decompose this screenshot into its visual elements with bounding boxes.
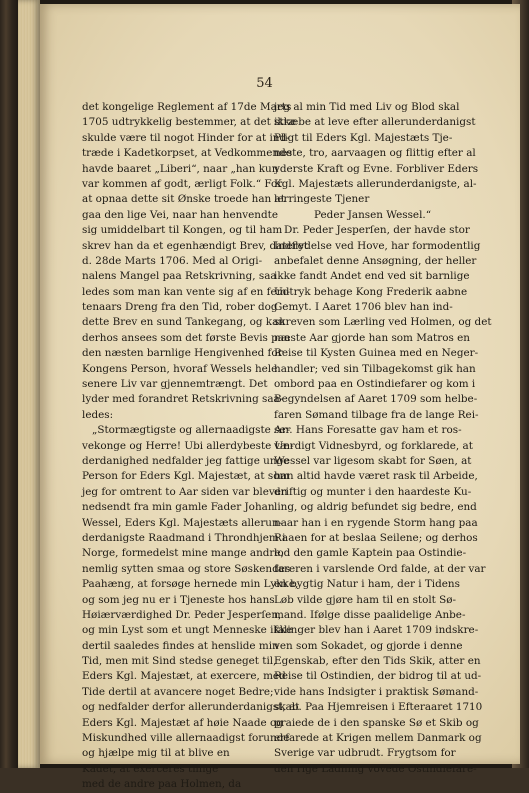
page-number: 54 (256, 76, 273, 91)
text-line: lod den gamle Kaptein paa Ostindie- (274, 547, 467, 560)
text-line: fareren i varslende Ord falde, at der var (274, 562, 486, 575)
text-line: dertil saaledes findes at henslide min (82, 639, 279, 652)
text-line: stræbe at leve efter allerunderdanigst (274, 116, 476, 129)
text-line: Kgl. Majestæts allerunderdanigste, al- (274, 177, 477, 190)
text-line: den næsten barnlige Hengivenhed for (82, 347, 283, 360)
text-line: lyder med forandret Retskrivning saa- (82, 393, 284, 406)
text-line: Norge, formedelst mine mange andre, (82, 547, 284, 560)
text-line: Løb vilde gjøre ham til en stolt Sø- (274, 593, 457, 606)
text-line: skrev han da et egenhændigt Brev, dateret (82, 239, 308, 252)
text-line: Eders Kgl. Majestæt, at exercere, med (82, 670, 286, 683)
text-line: Egenskab, efter den Tids Skik, atter en (274, 655, 481, 668)
text-line: Peder Jansen Wessel.“ (314, 208, 432, 221)
text-line: derdanigste Raadmand i Throndhjem i (82, 531, 286, 544)
text-line: skreven som Lærling ved Holmen, og det (274, 316, 492, 329)
text-line: derdanighed nedfalder jeg fattige unge (82, 454, 290, 467)
text-line: nalens Mangel paa Retskrivning, saa (82, 270, 277, 283)
text-line: og som jeg nu er i Tjeneste hos hans (82, 593, 275, 606)
text-line: Udtryk behage Kong Frederik aabne (274, 285, 468, 298)
text-line: driftig og munter i den haardeste Ku- (274, 485, 472, 498)
text-line: sig umiddelbart til Kongen, og til ham (82, 224, 283, 237)
text-line: værdigt Vidnesbyrd, og forklarede, at (274, 439, 473, 452)
text-line: Høiærværdighed Dr. Peder Jesperſen, (82, 608, 282, 621)
text-line: naar han i en rygende Storm hang paa (274, 516, 478, 529)
text-line: Kongens Person, hvoraf Wessels hele (82, 362, 278, 375)
text-line: Raaen for at beslaa Seilene; og derhos (274, 531, 478, 544)
right-text-column (274, 100, 492, 777)
text-line: Wessel, Eders Kgl. Majestæts allerun- (82, 516, 283, 529)
page-edges (18, 0, 40, 768)
text-line: anbefalet denne Ansøgning, der heller (274, 254, 477, 267)
text-line: Reise til Ostindien, der bidrog til at ud- (274, 670, 482, 683)
text-line: Eders Kgl. Majestæt af høie Naade og (82, 716, 283, 729)
text-line: tenaars Dreng fra den Tid, rober dog (82, 301, 278, 314)
text-line: var kommen af godt, ærligt Folk.“ For (82, 177, 283, 190)
text-line: derhos ansees som det første Bevis paa (82, 331, 291, 344)
text-line: en bygtig Natur i ham, der i Tidens (274, 578, 460, 591)
text-line: jeg al min Tid med Liv og Blod skal (274, 101, 460, 113)
text-line: jeg for omtrent to Aar siden var bleven (82, 485, 288, 498)
text-line: neste, tro, aarvaagen og flittig efter al (274, 147, 476, 160)
text-line: skulde være til nogot Hinder for at ind- (82, 131, 290, 144)
text-line: lerringeste Tjener (274, 193, 370, 206)
text-line: skab. Paa Hjemreisen i Efteraaret 1710 (274, 701, 483, 714)
text-line: og nedfalder derfor allerunderdanigst, at (82, 701, 300, 714)
text-line: ven som Sokadet, og gjorde i denne (274, 639, 463, 652)
text-line: Sverige var udbrudt. Frygtsom for (274, 747, 456, 760)
text-line: mand. Ifølge disse paalidelige Anbe- (274, 608, 466, 621)
text-line: at opnaa dette sit Ønske troede han at (82, 193, 285, 206)
text-line: dette Brev en sund Tankegang, og kan (82, 316, 285, 329)
text-line: Begyndelsen af Aaret 1709 som helbe- (274, 393, 478, 406)
text-line: og hjælpe mig til at blive en (82, 747, 230, 760)
text-line: d. 28de Marts 1706. Med al Origi- (82, 254, 263, 267)
text-line: falinger blev han i Aaret 1709 indskre- (274, 624, 479, 637)
left-text-column (82, 100, 308, 793)
text-line: og min Lyst som et ungt Menneske ikke (82, 624, 293, 637)
text-line: senere Liv var gjennemtrængt. Det (82, 378, 268, 391)
text-line: træde i Kadetkorpset, at Vedkommende (82, 147, 292, 160)
text-line: erfarede at Krigen mellem Danmark og (274, 732, 482, 745)
text-line: ser. Hans Foresatte gav ham et ros- (274, 424, 462, 437)
text-line: gaa den lige Vei, naar han henvendte (82, 208, 278, 221)
text-line: Gemyt. I Aaret 1706 blev han ind- (274, 301, 453, 314)
text-line: nedsendt fra min gamle Fader Johan (82, 501, 275, 514)
text-line: Tide dertil at avancere noget Bedre; (82, 685, 274, 698)
text-line: nemlig sytten smaa og store Søskendes (82, 562, 291, 575)
text-line: det kongelige Reglement af 17de Marts (82, 101, 292, 113)
text-line: faren Sømand tilbage fra de lange Rei- (274, 408, 479, 421)
text-line: ledes som man kan vente sig af en fem- (82, 285, 290, 298)
text-line: ledes: (82, 408, 114, 421)
text-line: Tid, men mit Sind stedse geneget til, (82, 655, 277, 668)
text-line: havde baaret „Liberi“, naar „han kun (82, 162, 279, 175)
text-line: ikke fandt Andet end ved sit barnlige (274, 270, 470, 283)
text-line: Pligt til Eders Kgl. Majestæts Tje- (274, 131, 453, 144)
text-line: Reise til Kysten Guinea med en Neger- (274, 347, 479, 360)
text-line: vide hans Indsigter i praktisk Sømand- (274, 685, 479, 698)
text-line: den rige Ladning vovede Ostindiefare- (274, 762, 477, 775)
text-line: Paahæng, at forsøge hernede min Lykke, (82, 578, 299, 591)
text-line: Kadet, at exerceres tillige (82, 762, 219, 775)
text-line: vekonge og Herre! Ubi allerdybeste Un- (82, 439, 294, 452)
text-line: handler; ved sin Tilbagekomst gik han (274, 362, 476, 375)
text-line: „Stormægtigste og allernaadigste Ar- (92, 424, 291, 437)
text-line: Miskundhed ville allernaadigst forunde (82, 732, 290, 745)
text-line: Person for Eders Kgl. Majestæt, at som (82, 470, 290, 483)
text-line: næste Aar gjorde han som Matros en (274, 331, 470, 344)
text-line: 1705 udtrykkelig bestemmer, at det ikke (82, 116, 297, 129)
text-line: ling, og aldrig befundet sig bedre, end (274, 501, 477, 514)
text-line: praiede de i den spanske Sø et Skib og (274, 716, 479, 729)
text-line: Wessel var ligesom skabt for Søen, at (274, 454, 472, 467)
text-line: ombord paa en Ostindiefarer og kom i (274, 378, 476, 391)
text-line: Dr. Peder Jesperſen, der havde stor (284, 224, 470, 237)
text-line: yderste Kraft og Evne. Forbliver Eders (274, 162, 479, 175)
text-line: med de andre paa Holmen, da (82, 778, 242, 791)
text-line: han altid havde været rask til Arbeide, (274, 470, 478, 483)
text-line: Indflydelse ved Hove, har formodentlig (274, 239, 481, 252)
